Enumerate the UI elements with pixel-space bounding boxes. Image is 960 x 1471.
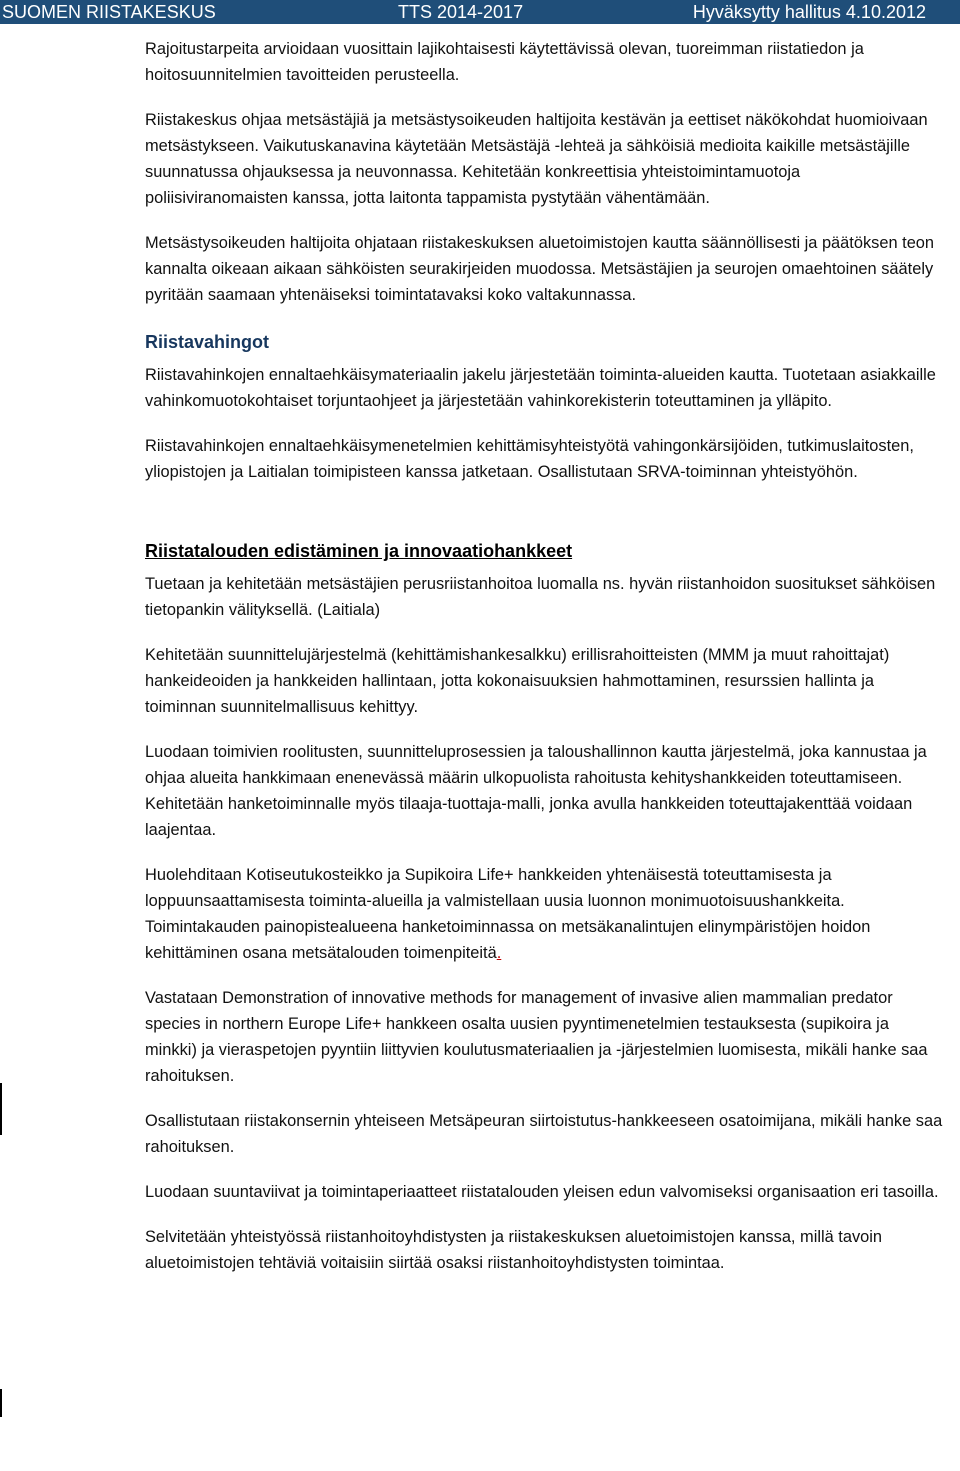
header-approval-date: Hyväksytty hallitus 4.10.2012 — [692, 2, 926, 22]
paragraph: Tuetaan ja kehitetään metsästäjien perusriistanhoitoa luomalla ns. hyvän riistanhoidon suositukset sähköisen tietopankin välityksellä. (Laitiala) — [145, 575, 936, 619]
section-heading-innovation: Riistatalouden edistäminen ja innovaatiohankkeet — [145, 541, 573, 561]
paragraph: Rajoitustarpeita arvioidaan vuosittain lajikohtaisesti käytettävissä olevan, tuoreimman riistatiedon ja hoitosuunnitelmien tavoitteiden perusteella. — [145, 40, 864, 84]
paragraph: Selvitetään yhteistyössä riistanhoitoyhdistysten ja riistakeskuksen aluetoimistojen kanssa, millä tavoin aluetoimistojen tehtäviä voitaisiin siirtää osaksi riistanhoitoyhdistysten toimintaa. — [145, 1228, 883, 1272]
page-header — [0, 0, 960, 24]
paragraph: Luodaan suuntaviivat ja toimintaperiaatteet riistatalouden yleisen edun valvomiseksi organisaation eri tasoilla. — [145, 1183, 939, 1201]
paragraph: Kehitetään suunnittelujärjestelmä (kehittämishankesalkku) erillisrahoitteisten (MMM ja muut rahoittajat) hankeideoiden ja hankkeiden hallintaan, jotta kokonaisuuksien hahmottaminen, resurssien hallinta ja toiminnan suunnitelmallisuus kehittyy. — [145, 646, 890, 716]
paragraph: Riistavahinkojen ennaltaehkäisymateriaalin jakelu järjestetään toiminta-alueiden kautta. Tuotetaan asiakkaille vahinkomuotokohtaiset torjuntaohjeet ja järjestetään vahinkorekisterin toteuttaminen ja ylläpito. — [145, 366, 936, 410]
paragraph: Riistavahinkojen ennaltaehkäisymenetelmien kehittämisyhteistyötä vahingonkärsijöiden, tutkimuslaitosten, yliopistojen ja Laitialan toimipisteen kanssa jatketaan. Osallistutaan SRVA-toiminnan yhteistyöhön. — [145, 437, 914, 481]
revision-change-bar — [0, 1389, 2, 1417]
paragraph — [145, 862, 945, 966]
section-heading-riistavahingot: Riistavahingot — [145, 332, 270, 352]
paragraph: Osallistutaan riistakonsernin yhteiseen Metsäpeuran siirtoistutus-hankkeeseen osatoimijana, mikäli hanke saa rahoituksen. — [145, 1112, 943, 1156]
paragraph: Metsästysoikeuden haltijoita ohjataan riistakeskuksen aluetoimistojen kautta säännöllisesti ja päätöksen teon kannalta oikeaan aikaan sähköisten seurakirjeiden muodossa. Metsästäjien ja seurojen omaehtoinen säätely pyritään saamaan yhtenäiseksi toimintatavaksi koko valtakunnassa. — [145, 234, 935, 304]
document-body — [145, 36, 945, 1276]
revision-mark: . — [496, 944, 502, 962]
header-organization: SUOMEN RIISTAKESKUS — [2, 2, 216, 22]
paragraph: Riistakeskus ohjaa metsästäjiä ja metsästysoikeuden haltijoita kestävän ja eettiset näkökohdat huomioivaan metsästykseen. Vaikutuskanavina käytetään Metsästäjä -lehteä ja sähköisiä medioita kaikille metsästäjille suunnatussa ohjauksessa ja neuvonnassa. Kehitetään konkreettisia yhteistoimintamuotoja poliisiviranomaisten kanssa, jotta laitonta tappamista pystytään vähentämään. — [145, 111, 928, 207]
paragraph: Vastataan Demonstration of innovative methods for management of invasive alien mammalian predator species in northern Europe Life+ hankkeen osalta uusien pyyntimenetelmien testauksesta (supikoira ja minkki) ja vieraspetojen pyyntiin liittyvien koulutusmateriaalien ja -järjestelmien luomisesta, mikäli hanke saa rahoituksen. — [145, 989, 928, 1085]
paragraph: Luodaan toimivien roolitusten, suunnitteluprosessien ja taloushallinnon kautta järjestelmä, joka kannustaa ja ohjaa alueita hankkimaan enenevässä määrin ulkopuolista rahoitusta kehityshankkeiden toteuttamiseen. Kehitetään hanketoiminnalle myös tilaaja-tuottaja-malli, jonka avulla hankkeiden toteuttajakenttää voidaan laajentaa. — [145, 743, 927, 839]
header-plan-period: TTS 2014-2017 — [398, 2, 524, 22]
paragraph-text: Huolehditaan Kotiseutukosteikko ja Supikoira Life+ hankkeiden yhtenäisestä toteuttamisesta ja loppuunsaattamisesta toiminta-alueilla ja valmistellaan uusia luonnon monimuotoisuushankkeita. Toimintakauden painopistealueena hanketoiminnassa on metsäkanalintujen elinympäristöjen hoidon kehittäminen osana metsätalouden toimenpiteitä — [145, 866, 871, 962]
revision-change-bar — [0, 1083, 2, 1135]
